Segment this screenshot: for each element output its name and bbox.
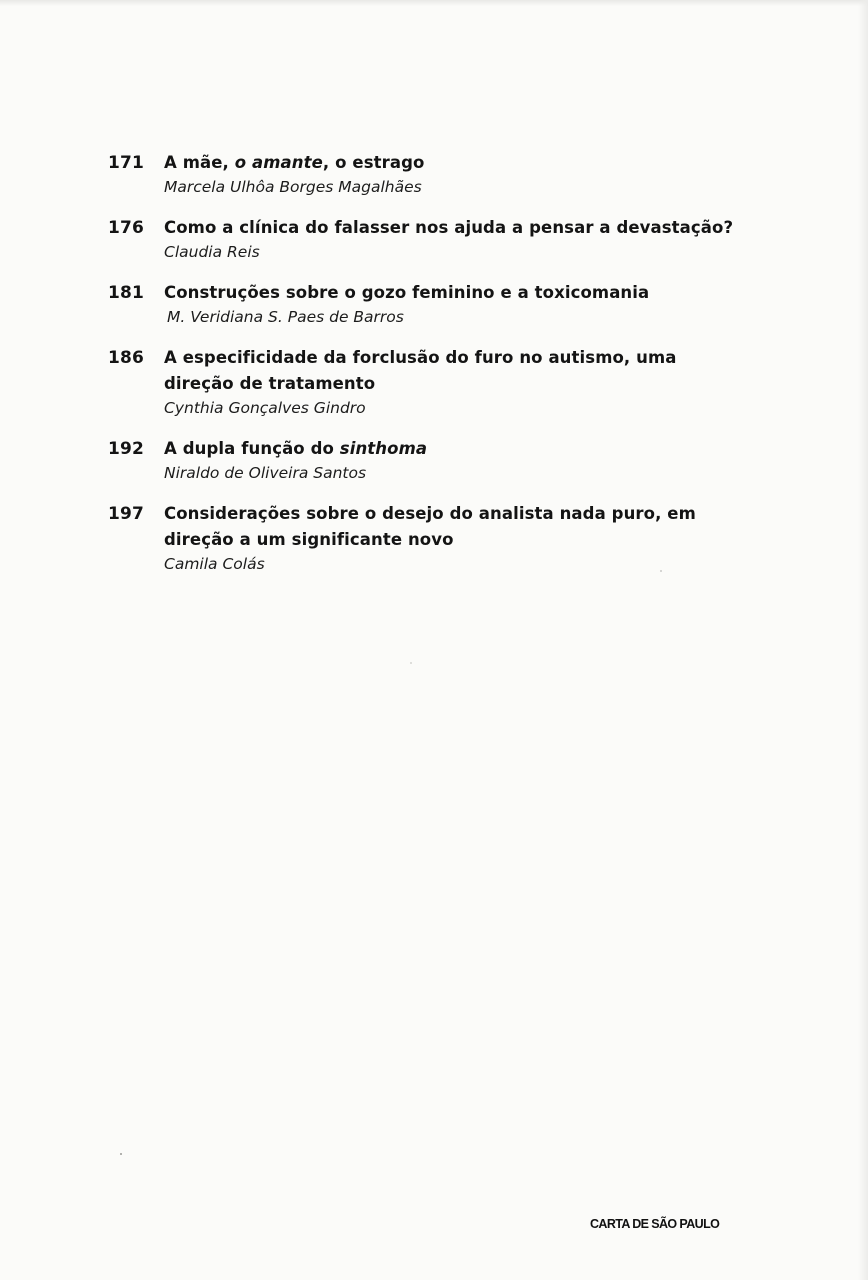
toc-entry-author: Claudia Reis <box>164 243 260 261</box>
toc-entry-author: Cynthia Gonçalves Gindro <box>164 399 366 417</box>
page-top-edge <box>0 0 868 6</box>
toc-entry-title: Como a clínica do falasser nos ajuda a pensar a devastação? <box>164 218 734 237</box>
toc-page-number: 171 <box>108 153 145 173</box>
paper-speck <box>660 570 662 572</box>
toc-page-number: 197 <box>108 504 145 524</box>
page-right-edge <box>858 0 868 1280</box>
toc-entry-author: Marcela Ulhôa Borges Magalhães <box>164 178 422 196</box>
toc-entry-title: A mãe, o amante, o estrago <box>164 153 425 172</box>
toc-entry[interactable] <box>108 436 748 484</box>
toc-entry-author: M. Veridiana S. Paes de Barros <box>167 308 404 326</box>
toc-page-number: 192 <box>108 439 145 459</box>
toc-page-number: 181 <box>108 283 145 303</box>
paper-speck <box>410 662 412 664</box>
toc-entry[interactable] <box>108 501 748 575</box>
toc-title-italic: o amante <box>234 153 323 172</box>
toc-entry[interactable] <box>108 150 748 198</box>
toc-entry-title-continued: direção a um significante novo <box>164 530 454 549</box>
publisher-logo: CARTA DE SÃO PAULO <box>590 1217 720 1231</box>
toc-entry[interactable] <box>108 215 748 263</box>
toc-page-number: 176 <box>108 218 145 238</box>
toc-entry-title-continued: direção de tratamento <box>164 374 376 393</box>
toc-entry[interactable] <box>108 280 748 328</box>
toc-entry-author: Niraldo de Oliveira Santos <box>164 464 367 482</box>
toc-entry-title: Considerações sobre o desejo do analista nada puro, em <box>164 504 696 523</box>
toc-title-italic: sinthoma <box>339 439 428 458</box>
toc-entry-title: A dupla função do sinthoma <box>164 439 428 458</box>
toc-entry[interactable] <box>108 345 748 419</box>
table-of-contents <box>108 150 748 592</box>
toc-page-number: 186 <box>108 348 145 368</box>
toc-entry-author: Camila Colás <box>164 555 265 573</box>
toc-entry-title: A especificidade da forclusão do furo no autismo, uma <box>164 348 677 367</box>
paper-speck <box>120 1153 122 1155</box>
toc-entry-title: Construções sobre o gozo feminino e a toxicomania <box>164 283 650 302</box>
